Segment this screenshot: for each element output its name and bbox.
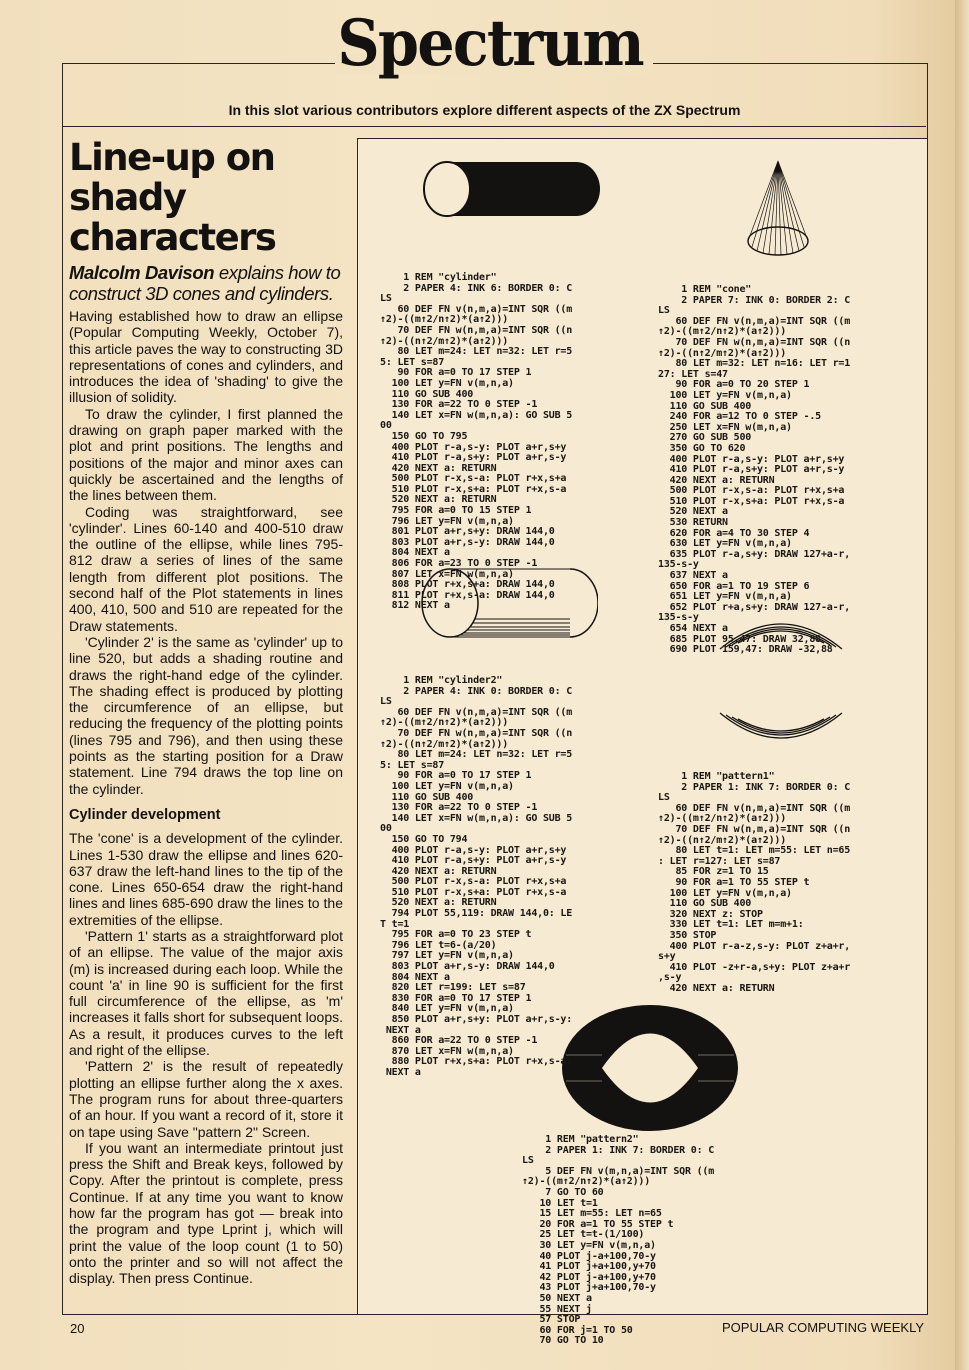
cylinder-figure xyxy=(422,159,600,219)
listing-pattern2: 1 REM "pattern2" 2 PAPER 1: INK 7: BORDER 0: C LS 5 DEF FN v(m,n,a)=INT SQR ((m ↑2)-((m↑2/n↑2)*(a↑2))) 7 GO TO 60 10 LET t=1 15 LET m=55: LET n=65 20 FOR a=1 TO 55 STEP t 25 LET t=t-(1/100) 30 LET y=FN v(m,n,a) 40 PLOT j-a+100,70-y 41 PLOT j+a+100,y+70 42 PLOT j-a+100,y+70 43 PLOT j+a+100,70-y 50 NEXT a 55 NEXT j 57 STOP 60 FOR j=1 TO 50 70 GO TO 10 xyxy=(522,1134,715,1347)
headline-line: Line-up on xyxy=(69,136,275,179)
article-column xyxy=(69,138,343,1287)
paragraph: If you want an intermediate printout just press the Shift and Break keys, followed by Copy. After the printout is complete, press Continue. If at any time you want to know how far the program has got — break into the program and type Lprint j, which will print the value of the loop count (1 to 50) onto the printer and so will not affect the display. Then press Continue. xyxy=(69,1139,343,1287)
standfirst-text: explains how to construct 3D cones and cylinders. xyxy=(69,262,341,304)
pattern2-figure xyxy=(562,1003,738,1133)
tagline: In this slot various contributors explore different aspects of the ZX Spectrum xyxy=(228,102,741,118)
footer-title: POPULAR COMPUTING WEEKLY xyxy=(721,1320,924,1335)
standfirst xyxy=(69,262,343,304)
headline xyxy=(69,138,343,258)
paragraph: Coding was straightforward, see 'cylinder'. Lines 60-140 and 400-510 draw the outline of the ellipse, while lines 795-812 draw a series of lines of the same length from different plot positions. The second half of the Plot statements in lines 400, 410, 500 and 510 are repeated for the Draw statements. xyxy=(69,503,343,634)
paragraph: Having established how to draw an ellipse (Popular Computing Weekly, October 7), this article paves the way to constructing 3D representations of cones and cylinders, and introduces the idea of 'shading' to give the illusion of solidity. xyxy=(69,308,343,406)
headline-line: characters xyxy=(69,216,276,259)
header-rule xyxy=(62,126,926,127)
masthead: Spectrum xyxy=(337,6,643,81)
cone-figure xyxy=(743,159,813,259)
paragraph: To draw the cylinder, I first planned the drawing on graph paper marked with the plot and print positions. The lengths and positions of the major and minor axes can quickly be ascertained and the lengths of the lines between them. xyxy=(69,405,343,504)
listing-cylinder2: 1 REM "cylinder2" 2 PAPER 4: INK 0: BORDER 0: C LS 60 DEF FN v(n,m,a)=INT SQR ((m ↑2)-((m↑2/n↑2)*(a↑2))) 70 DEF FN w(n,m,a)=INT SQR ((n ↑2)-((n↑2/m↑2)*(a↑2))) 80 LET m=24: LET n=32: LET r=5 5: LET s=87 90 FOR a=0 TO 17 STEP 1 100 LET y=FN v(m,n,a) 110 GO SUB 400 130 FOR a=22 TO 0 STEP -1 140 LET x=FN w(m,n,a): GO SUB 5 00 150 GO TO 794 400 PLOT r-a,s-y: PLOT a+r,s+y 410 PLOT r-a,s+y: PLOT a+r,s-y 420 NEXT a: RETURN 500 PLOT r-x,s-a: PLOT r+x,s+a 510 PLOT r-x,s+a: PLOT r+x,s-a 520 NEXT a: RETURN 794 PLOT 55,119: DRAW 144,0: LE T t=1 795 FOR a=0 TO 23 STEP t 796 LET t=6-(a/20) 797 LET y=FN v(m,n,a) 803 PLOT a+r,s-y: DRAW 144,0 804 NEXT a 820 LET r=199: LET s=87 830 FOR a=0 TO 17 STEP 1 840 LET y=FN v(m,n,a) 850 PLOT a+r,s+y: PLOT a+r,s-y: NEXT a 860 FOR a=22 TO 0 STEP -1 870 LET x=FN w(m,n,a) 880 PLOT r+x,s+a: PLOT r+x,s-a: NEXT a xyxy=(380,675,573,1078)
paragraph: The 'cone' is a development of the cylinder. Lines 1-530 draw the ellipse and lines 620-637 draw the left-hand lines to the tip of the cone. Lines 650-654 draw the right-hand lines and lines 685-690 draw the lines to the extremities of the ellipse. xyxy=(69,830,343,928)
author: Malcolm Davison xyxy=(69,262,215,283)
page-edge-shadow xyxy=(955,0,969,1370)
paragraph: 'Cylinder 2' is the same as 'cylinder' up to line 520, but adds a shading routine and draws the right-hand edge of the cylinder. The shading effect is produced by plotting the circumference of an ellipse, but reducing the frequency of the plotting points (lines 795 and 796), and then using these points as the starting position for a Draw statement. Line 794 draws the top line on the cylinder. xyxy=(69,633,343,797)
paragraph: 'Pattern 1' starts as a straightforward plot of an ellipse. The value of the major axis (m) is increased during each loop. While the count 'a' in line 90 is sufficient for the first full circumference of the ellipse, as 'm' increases it falls short for subsequent loops. As a result, it produces curves to the left and right of the ellipse. xyxy=(69,927,343,1059)
listing-cone: 1 REM "cone" 2 PAPER 7: INK 0: BORDER 2: C LS 60 DEF FN v(n,m,a)=INT SQR ((m ↑2)-((m↑2/n↑2)*(a↑2))) 70 DEF FN w(n,m,a)=INT SQR ((n ↑2)-((n↑2/m↑2)*(a↑2))) 80 LET m=32: LET n=16: LET r=1 27: LET s=47 90 FOR a=0 TO 20 STEP 1 100 LET y=FN v(m,n,a) 110 GO SUB 400 240 FOR a=12 TO 0 STEP -.5 250 LET x=FN w(m,n,a) 270 GO SUB 500 350 GO TO 620 400 PLOT r-a,s-y: PLOT a+r,s+y 410 PLOT r-a,s+y: PLOT a+r,s-y 420 NEXT a: RETURN 500 PLOT r-x,s-a: PLOT r+x,s+a 510 PLOT r-x,s+a: PLOT r+x,s-a 520 NEXT a 530 RETURN 620 FOR a=4 TO 30 STEP 4 630 LET y=FN v(m,n,a) 635 PLOT r-a,s+y: DRAW 127+a-r, 135-s-y 637 NEXT a 650 FOR a=1 TO 19 STEP 6 651 LET y=FN v(m,n,a) 652 PLOT r+a,s+y: DRAW 127-a-r, 135-s-y 654 NEXT a 685 PLOT 95,47: DRAW 32,88 690 PLOT 159,47: DRAW -32,88 xyxy=(658,284,851,656)
body-text xyxy=(69,308,343,1287)
listing-pattern1: 1 REM "pattern1" 2 PAPER 1: INK 7: BORDER 0: C LS 60 DEF FN v(n,m,a)=INT SQR ((m ↑2)-((m↑2/n↑2)*(a↑2))) 70 DEF FN w(n,m,a)=INT SQR ((n ↑2)-((n↑2/m↑2)*(a↑2))) 80 LET t=1: LET m=55: LET n=65 : LET r=127: LET s=87 85 FOR z=1 TO 15 90 FOR a=1 TO 55 STEP t 100 LET y=FN v(m,n,a) 110 GO SUB 400 320 NEXT z: STOP 330 LET t=1: LET m=m+1: 350 STOP 400 PLOT r-a-z,s-y: PLOT z+a+r, s+y 410 PLOT -z+r-a,s+y: PLOT z+a+r ,s-y 420 NEXT a: RETURN xyxy=(658,771,851,994)
headline-line: shady xyxy=(69,176,186,219)
subhead: Cylinder development xyxy=(69,806,221,823)
page-number: 20 xyxy=(70,1321,85,1336)
paragraph: 'Pattern 2' is the result of repeatedly plotting an ellipse further along the x axes. The program runs for about three-quarters of an hour. If you want a record of it, store it on tape using Save "pattern 2" Screen. xyxy=(69,1058,343,1140)
listing-cylinder: 1 REM "cylinder" 2 PAPER 4: INK 6: BORDER 0: C LS 60 DEF FN v(n,m,a)=INT SQR ((m ↑2)-((m↑2/n↑2)*(a↑2))) 70 DEF FN w(n,m,a)=INT SQR ((n ↑2)-((n↑2/m↑2)*(a↑2))) 80 LET m=24: LET n=32: LET r=5 5: LET s=87 90 FOR a=0 TO 17 STEP 1 100 LET y=FN v(m,n,a) 110 GO SUB 400 130 FOR a=22 TO 0 STEP -1 140 LET x=FN w(m,n,a): GO SUB 5 00 150 GO TO 795 400 PLOT r-a,s-y: PLOT a+r,s+y 410 PLOT r-a,s+y: PLOT a+r,s-y 420 NEXT a: RETURN 500 PLOT r-x,s-a: PLOT r+x,s+a 510 PLOT r-x,s+a: PLOT r+x,s-a 520 NEXT a: RETURN 795 FOR a=0 TO 15 STEP 1 796 LET y=FN v(m,n,a) 801 PLOT a+r,s+y: DRAW 144,0 803 PLOT a+r,s-y: DRAW 144,0 804 NEXT a 806 FOR a=23 TO 0 STEP -1 807 LET x=FN w(m,n,a) 808 PLOT r+x,s+a: DRAW 144,0 811 PLOT r+x,s-a: DRAW 144,0 812 NEXT a xyxy=(380,272,573,612)
